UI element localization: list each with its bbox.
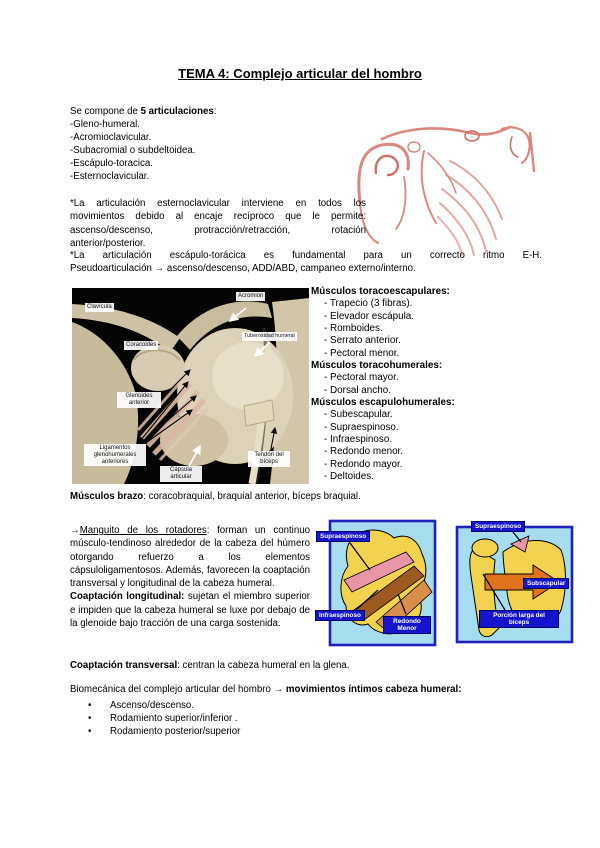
- muscle-item: - Subescapular.: [324, 409, 393, 421]
- diagram1-label-redondo-menor: Redondo Menor: [383, 616, 431, 634]
- muscle-group-header: Músculos toracoescapulares:: [311, 286, 450, 297]
- muscle-item: - Redondo mayor.: [324, 458, 403, 470]
- articulation-item: -Acromioclavicular.: [70, 132, 152, 144]
- muscle-group-header: Músculos escapulohumerales:: [311, 397, 455, 409]
- muscle-group-header: Músculos toracohumerales:: [311, 360, 443, 372]
- bullet-item: • Rodamiento superior/inferior .: [88, 713, 238, 725]
- muscle-item: - Deltoides.: [324, 471, 374, 483]
- muscle-item: - Romboides.: [324, 323, 383, 335]
- muscle-groups-list: [311, 286, 543, 484]
- muscle-item: - Infraespinoso.: [324, 434, 393, 446]
- muscle-item: - Elevador escápula.: [324, 310, 415, 322]
- page-title-text: TEMA 4: Complejo articular del hombro: [178, 66, 422, 81]
- muscle-item: - Supraespinoso.: [324, 421, 399, 433]
- esternoclavicular-paragraph: *La articulación esternoclavicular interviene en todos los movimientos debido al encaje recíproco que le permite: ascenso/descenso, protracción/retracción, rotación anterior/posterior.: [70, 198, 366, 249]
- rotator-cuff-section: [70, 524, 310, 630]
- arm-muscles-line: Músculos brazo: coracobraquial, braquial anterior, bíceps braquial.: [70, 491, 361, 502]
- muscle-item: - Pectoral menor.: [324, 347, 400, 359]
- muscle-item: - Dorsal ancho.: [324, 384, 391, 396]
- biomecanica-bullet-list: [88, 699, 508, 739]
- articulations-lead: Se compone de 5 articulaciones:: [70, 106, 217, 117]
- muscle-item: - Pectoral mayor.: [324, 372, 399, 384]
- manguito-paragraph: →Manguito de los rotadores: forman un continuo músculo-tendinoso alrededor de la cabeza del húmero otorgando refuerzo a los elementos cápsuloligamentosos. Además, favorecen la coaptación transversal y longitudinal de la cabeza humeral.: [70, 525, 310, 590]
- photo-label-ligamentos: Ligamentos glenohumerales anteriores: [84, 444, 146, 466]
- shoulder-sketch-image: [352, 107, 540, 257]
- biomecanica-line: Biomecánica del complejo articular del hombro → movimientos íntimos cabeza humeral:: [70, 684, 462, 695]
- diagram1-label-infraespinoso: Infraespinoso: [315, 610, 365, 621]
- articulation-item: -Subacromial o subdeltoidea.: [70, 145, 196, 157]
- photo-label-clavicula: Clavícula: [87, 304, 112, 310]
- coaptacion-longitudinal-paragraph: Coaptación longitudinal: sujetan el miembro superior e impiden que la cabeza humeral se luxe por debajo de la glenoide bajo tracción de una carga sostenida.: [70, 591, 310, 630]
- muscle-item: - Redondo menor.: [324, 446, 404, 458]
- diagram1-label-supraespinoso: Supraespinoso: [316, 531, 370, 542]
- articulations-list: [70, 105, 370, 184]
- muscle-item: - Trapecio (3 fibras).: [324, 298, 413, 310]
- photo-label-tendon: Tendón del bíceps: [248, 451, 290, 467]
- diagram2-label-subscapular: Subscapular: [523, 578, 569, 589]
- shoulder-anatomy-photo: [72, 288, 309, 484]
- bullet-item: • Rodamiento posterior/superior: [88, 726, 241, 738]
- coaptacion-transversal-line: Coaptación transversal: centran la cabeza humeral en la glena.: [70, 660, 350, 671]
- rotator-posterior-diagram: [314, 518, 439, 648]
- shoulder-sketch-svg: [352, 107, 540, 257]
- muscle-item: - Serrato anterior.: [324, 335, 401, 347]
- bullet-item: • Ascenso/descenso.: [88, 700, 195, 711]
- photo-label-acromion: Acromion: [238, 293, 264, 299]
- escapulotoracica-paragraph: *La articulación escápulo-torácica es fundamental para un correcto ritmo E-H. Pseudoarticulación → ascenso/descenso, ADD/ABD, campaneo externo/interno.: [70, 250, 542, 275]
- diagram2-label-porcion-larga: Porción larga del bíceps: [479, 610, 559, 628]
- photo-label-tuberosidad: Tuberosidad humeral: [244, 333, 295, 339]
- articulation-item: -Esternoclavicular.: [70, 171, 150, 183]
- page-title: [0, 66, 600, 81]
- articulation-item: -Gleno-humeral.: [70, 119, 140, 131]
- photo-label-glenoides: Glenoides anterior: [117, 392, 161, 408]
- photo-label-capsula: Cápsula articular: [160, 466, 202, 482]
- photo-label-coracoides: Coracoides: [126, 342, 157, 348]
- rotator-anterior-diagram: [455, 518, 577, 648]
- diagram2-label-supraespinoso: Supraespinoso: [471, 521, 525, 532]
- articulation-item: -Escápulo-toracica.: [70, 158, 153, 170]
